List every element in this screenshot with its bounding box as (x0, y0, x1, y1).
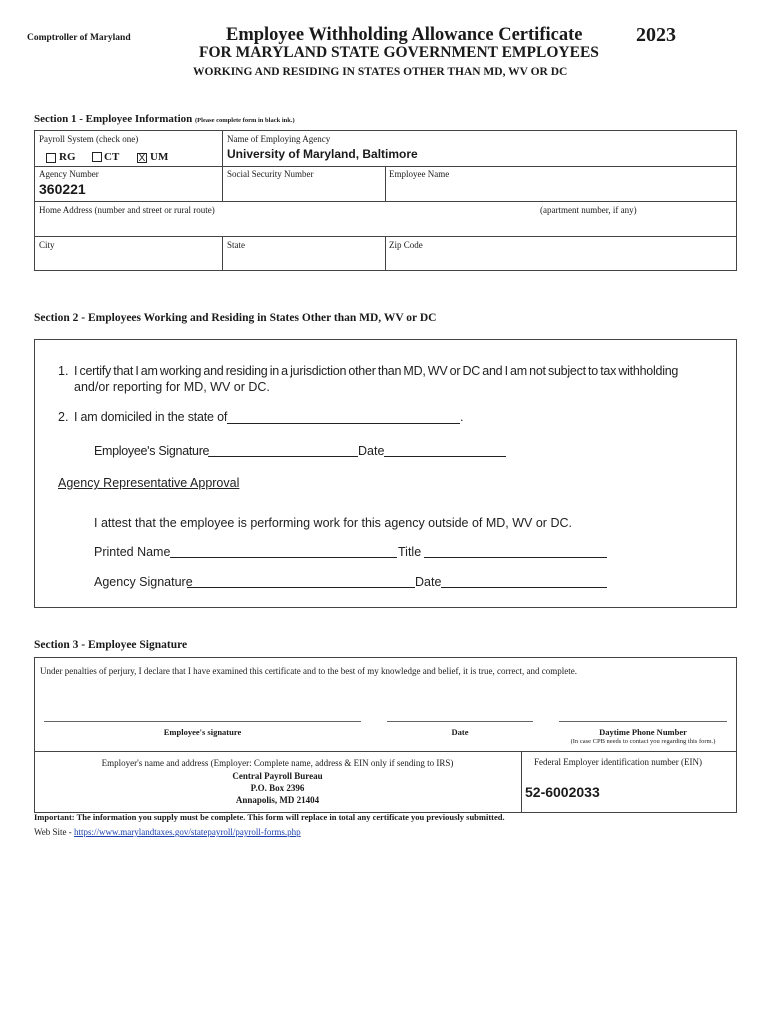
agency-signature-field[interactable] (187, 587, 415, 588)
item2-text: I am domiciled in the state of (74, 410, 228, 424)
payroll-um-label: UM (150, 151, 169, 163)
attest-statement: I attest that the employee is performing work for this agency outside of MD, WV or DC. (94, 516, 572, 530)
row-divider-2 (34, 201, 737, 202)
section1-heading (34, 113, 295, 125)
form-title: Employee Withholding Allowance Certificate (226, 25, 583, 45)
payroll-rg-checkbox[interactable] (46, 153, 56, 163)
employee-date-field[interactable] (384, 456, 506, 457)
ssn-label: Social Security Number (227, 169, 314, 179)
item2-period: . (460, 410, 464, 424)
important-notice: Important: The information you supply must be complete. This form will replace in total any certificate you previously submitted. (34, 812, 505, 822)
payroll-um-checkbox[interactable]: X (138, 153, 146, 164)
form-year: 2023 (636, 24, 676, 46)
employer-name: Central Payroll Bureau (232, 771, 323, 781)
agency-signature-label: Agency Signature (94, 575, 193, 589)
item1-line2: and/or reporting for MD, WV or DC. (74, 380, 270, 394)
section2-heading: Section 2 - Employees Working and Residing in States Other than MD, WV or DC (34, 312, 437, 324)
section1-title: Section 1 - Employee Information (34, 113, 193, 125)
signature-date-caption: Date (451, 727, 469, 737)
agency-approval-heading: Agency Representative Approval (58, 476, 240, 490)
employer-city: Annapolis, MD 21404 (235, 795, 320, 805)
website-label: Web Site - (34, 827, 75, 837)
form-subtitle-2: WORKING AND RESIDING IN STATES OTHER THAN MD, WV OR DC (193, 66, 568, 78)
ein-label: Federal Employer identification number (EIN) (534, 757, 702, 767)
section1-ink-note: (Please complete form in black ink.) (195, 117, 295, 124)
website-line (34, 827, 301, 837)
section3-divider (34, 751, 737, 752)
payroll-ct-checkbox[interactable] (92, 152, 102, 162)
employer-label: Employer's name and address (Employer: Complete name, address & EIN only if sending to IRS) (101, 758, 454, 768)
title-field[interactable] (424, 557, 607, 558)
title-label: Title (398, 545, 422, 559)
employer-po-box: P.O. Box 2396 (250, 783, 305, 793)
employee-signature-line[interactable] (44, 721, 361, 722)
payroll-forms-link[interactable]: https://www.marylandtaxes.gov/statepayroll/payroll-forms.php (74, 827, 301, 837)
employee-date-label: Date (358, 444, 385, 458)
payroll-ct-label: CT (104, 151, 120, 163)
form-subtitle-1: FOR MARYLAND STATE GOVERNMENT EMPLOYEES (199, 44, 599, 61)
agency-number-field[interactable]: 360221 (39, 181, 86, 197)
state-label: State (227, 240, 245, 250)
agency-name-field[interactable]: University of Maryland, Baltimore (227, 147, 418, 161)
ein-value: 52-6002033 (525, 784, 600, 800)
employee-signature-label: Employee's Signature (94, 444, 210, 458)
item1-number: 1. (58, 364, 69, 378)
col-divider-2 (385, 166, 386, 201)
daytime-phone-note: (In case CPB needs to contact you regarding this form.) (570, 738, 716, 745)
zip-code-label: Zip Code (389, 240, 423, 250)
apartment-label: (apartment number, if any) (540, 205, 637, 215)
daytime-phone-caption: Daytime Phone Number (599, 727, 687, 737)
home-address-label: Home Address (number and street or rural route) (39, 205, 215, 215)
col-divider-4 (385, 236, 386, 271)
section3-col-divider (521, 751, 522, 813)
agency-date-label: Date (415, 575, 442, 589)
printed-name-field[interactable] (170, 557, 397, 558)
employee-signature-caption: Employee's signature (163, 727, 242, 737)
employee-signature-field[interactable] (208, 456, 358, 457)
item1-line1: I certify that I am working and residing in a jurisdiction other than MD, WV or DC and I am not subject to tax withholding (74, 364, 679, 378)
agency-number-label: Agency Number (39, 169, 99, 179)
payroll-system-label: Payroll System (check one) (39, 134, 139, 144)
section3-heading: Section 3 - Employee Signature (34, 639, 188, 651)
signature-date-line[interactable] (387, 721, 533, 722)
domicile-state-field[interactable] (227, 423, 460, 424)
perjury-declaration: Under penalties of perjury, I declare that I have examined this certificate and to the best of my knowledge and belief, it is true, correct, and complete. (40, 666, 577, 676)
col-divider-3 (222, 236, 223, 271)
printed-name-label: Printed Name (94, 545, 171, 559)
city-label: City (39, 240, 55, 250)
agency-name-label: Name of Employing Agency (227, 134, 331, 144)
payroll-rg-label: RG (59, 151, 76, 163)
agency-date-field[interactable] (441, 587, 607, 588)
item2-number: 2. (58, 410, 69, 424)
col-divider-1 (222, 130, 223, 201)
daytime-phone-line[interactable] (559, 721, 727, 722)
comptroller-label: Comptroller of Maryland (27, 33, 131, 43)
employee-name-label: Employee Name (389, 169, 450, 179)
